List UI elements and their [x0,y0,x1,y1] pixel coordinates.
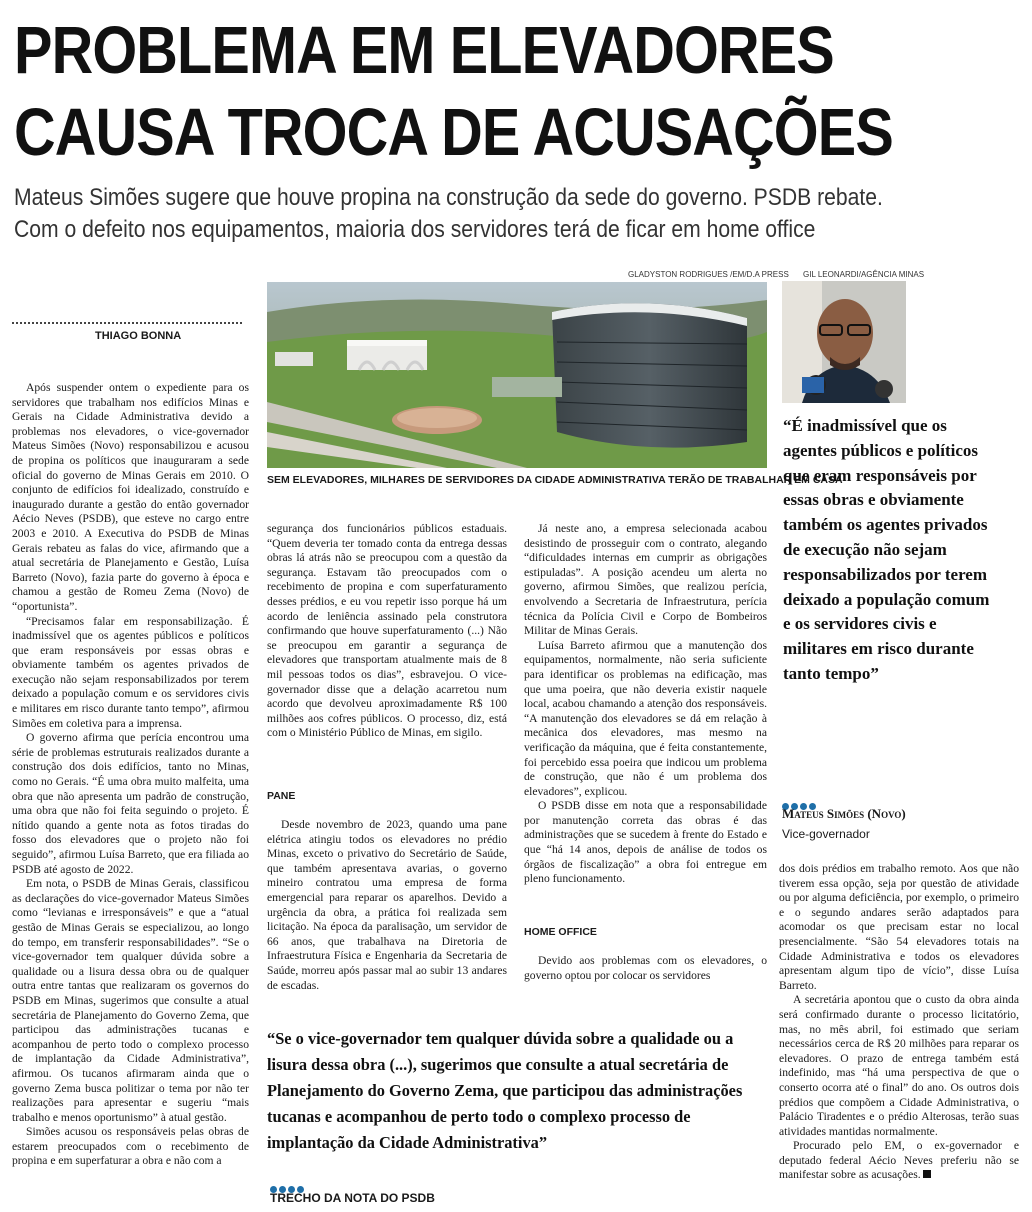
paragraph: Desde novembro de 2023, quando uma pane elétrica atingiu todos os elevadores no prédio Minas, exceto o privativo do Secretário de Saúde, que também apresentava avarias, o governo mineiro contratou uma empresa de forma emergencial para reparar os aparelhos. Devido a urgência da obra, a prática foi realizada sem licitação. Na época da paralisação, um servidor de 66 anos, que trabalhava na Diretoria de Infraestrutura Física e Engenharia da Secretaria de Saúde, morreu após passar mal ao subir 13 andares de escadas. [267,818,507,992]
subheadline-line-2: Com o defeito nos equipamentos, maioria dos servidores terá de ficar em home office [14,216,816,243]
building-photo-illustration [267,282,767,468]
photo-caption: SEM ELEVADORES, MILHARES DE SERVIDORES DA CIDADE ADMINISTRATIVA TERÃO DE TRABALHAR EM CASA [267,474,843,486]
column-1 [12,381,249,1169]
portrait-photo [782,281,906,403]
byline-rule [12,322,242,324]
section-pane-body [267,818,507,993]
paragraph: Já neste ano, a empresa selecionada acabou desistindo de prosseguir com o contrato, alegando “dificuldades internas em cumprir as obrigações estipuladas”. A posição acendeu um alerta no governo, afirmou Simões, que realizou perícia, envolvendo a Secretaria de Infraestrutura, perícia técnica da Polícia Civil e Corpo de Bombeiros Militar de Minas Gerais. [524,522,767,638]
side-quote: “É inadmissível que os agentes públicos e políticos que eram responsáveis por essas obras e obviamente também os agentes privados de execução não sejam responsabilizados por terem deixado a população comum e os servidores civis e militares em risco durante tanto tempo” [783,416,990,683]
section-title-home-office: HOME OFFICE [524,926,597,938]
building-photo [267,282,767,468]
subheadline [14,182,903,246]
section-home-body [524,954,767,983]
headline-line-1: PROBLEMA EM ELEVADORES [14,13,834,88]
paragraph: A secretária apontou que o custo da obra ainda será confirmado durante o processo licitatório, mas, no mês abril, foi estimado que seriam necessários cerca de R$ 20 milhões para reparar os elevadores. O prazo de entrega também está indefinido, mas “há uma perspectiva de que o conserto ocorra até o final” do ano. Os outros dois prédios que compõem a Cidade Administrativa, o Palácio Tiradentes e o prédio Alterosas, terão suas atividades mantidas normalmente. [779,993,1019,1138]
headline [14,10,893,174]
paragraph: Devido aos problemas com os elevadores, o governo optou por colocar os servidores [524,954,767,982]
paragraph [779,1139,1019,1183]
paragraph: dos dois prédios em trabalho remoto. Aos que não tiverem essa opção, seja por questão de atividade ou por alguma deficiência, por exemplo, o primeiro e o segundo andares serão adaptados para acomodar os que precisam estar no local presencialmente. “São 54 elevadores totais na Cidade Administrativa e todos os elevadores apresentam algum tipo de vício”, disse Luísa Barreto. [779,862,1019,992]
bottom-quote-source: TRECHO DA NOTA DO PSDB [270,1191,435,1205]
column-4 [779,862,1019,1183]
headline-line-2: CAUSA TROCA DE ACUSAÇÕES [14,95,893,170]
section-title-pane: PANE [267,790,296,802]
portrait-credit: GIL LEONARDI/AGÊNCIA MINAS [803,270,925,279]
paragraph: O PSDB disse em nota que a responsabilidade por manutenção correta das obras é das administrações que se sucedem à frente do Estado e que “há 14 anos, depois de análise de todos os órgãos de fiscalização” a obra foi entregue em pleno funcionamento. [524,799,767,886]
portrait-illustration [782,281,906,403]
byline: THIAGO BONNA [95,330,182,342]
paragraph: Simões acusou os responsáveis pelas obras de estarem preocupados com o recebimento de propina e em superfaturar a obra e não com a [12,1125,249,1168]
paragraph: Em nota, o PSDB de Minas Gerais, classificou as declarações do vice-governador Mateus Simões como “levianas e irresponsáveis” e que a “atual gestão de Minas Gerais se especializou, ao longo do tempo, em transferir responsabilidades”. “Se o vice-governador tem qualquer dúvida sobre a qualidade ou a lisura dessa obra ou de qualquer outra entre tantas que realizaram os governos do PSDB em Minas, sugerimos que consulte a atual secretária de Planejamento do Governo Zema, que participou das administrações tucanas e acompanhou de perto todo o complexo processo de implantação da Cidade Administrativa”, afirmou. Os tucanos afirmaram ainda que o governo Zema busca politizar o tema por não ter realizações para apresentar e sugeriu “mais trabalho e menos oportunismo” à atual gestão. [12,877,249,1124]
end-mark-icon [923,1170,931,1178]
paragraph: Após suspender ontem o expediente para os servidores que trabalham nos edifícios Minas e Gerais na Cidade Administrativa devido a problemas nos elevadores, o vice-governador Mateus Simões (Novo) responsabilizou e acusou de propina os políticos que inauguraram a sede oficial do governo de Minas Gerais em 2010. O conjunto de edifícios foi idealizado, construído e inaugurado durante a gestão do então governador Aécio Neves (PSDB), que esteve no cargo entre 2003 e 2010. A Executiva do PSDB de Minas Gerais rebateu as falas do vice, afirmando que a atual secretária de Planejamento e Gestão, Luísa Barreto (Novo), fazia parte do governo à época e chamou a gestão de Romeu Zema (Novo) de “oportunista”. [12,381,249,613]
paragraph: O governo afirma que perícia encontrou uma série de problemas estruturais realizados durante a construção dos dois edifícios, tanto no Minas, como no Gerais. “É uma obra muito malfeita, uma obra que não apresenta um padrão de construção, uma obra que não foi feita seguindo o projeto. É nítido quando a gente nota as fotos tiradas do fosso dos elevadores que o projeto não foi seguido”, afirmou Luísa Barreto, que era filiada ao PSDB até agosto de 2022. [12,731,249,876]
column-3 [524,522,767,887]
bottom-quote: “Se o vice-governador tem qualquer dúvida sobre a qualidade ou a lisura dessa obra (...), sugerimos que consulte a atual secretária de Planejamento do Governo Zema, que participou das administrações tucanas e acompanhou de perto todo o complexo processo de implantação da Cidade Administrativa” [267,1029,743,1152]
closing-paragraph-text: Procurado pelo EM, o ex-governador e deputado federal Aécio Neves preferiu não se manifestar sobre as acusações. [779,1139,1019,1182]
paragraph: segurança dos funcionários públicos estaduais. “Quem deveria ter tomado conta da entrega dessas obras lá atrás não se preocupou com a questão da segurança. Estavam tão preocupados com o recebimento de propina e com superfaturamento desses prédios, e eu vou repetir isso porque há um acordo de leniência assinado pela construtora confirmando que houve superfaturamento (...) Não se preocupou em garantir a segurança de elevadores que transportam atualmente mais de 8 mil pessoas todos os dias”, esbravejou. O vice-governador disse que a delação acarretou num acordo que devolveu aproximadamente R$ 100 milhões aos cofres públicos. O processo, diz, está com o Ministério Público de Minas, em sigilo. [267,522,507,740]
column-2 [267,522,507,741]
photo-credit: GLADYSTON RODRIGUES /EM/D.A PRESS [628,270,789,279]
paragraph: “Precisamos falar em responsabilização. É inadmissível que os agentes públicos e políticos que eram responsáveis por essas obras e obviamente também os agentes privados de execução não sejam responsabilizados por terem deixado a população comum e os servidores civis e militares em risco durante tanto tempo”, afirmou Simões em coletiva para a imprensa. [12,614,249,730]
side-quote-name: Mateus Simões (Novo) [782,806,906,821]
subheadline-line-1: Mateus Simões sugere que houve propina na construção da sede do governo. PSDB rebate. [14,184,883,211]
side-quote-role: Vice-governador [782,827,870,841]
paragraph: Luísa Barreto afirmou que a manutenção dos equipamentos, normalmente, não seria suficiente para identificar os problemas na edificação, mas que uma poeira, que não deveria existir naquele local, acabou chamando a atenção dos responsáveis. “A manutenção dos elevadores se dá em relação à mecânica dos elevadores, mas mesmo na verificação da máquina, que é feita constantemente, foi percebido essa poeira que indicou um problema de construção, que não é um problema dos elevadores”, explicou. [524,638,767,798]
